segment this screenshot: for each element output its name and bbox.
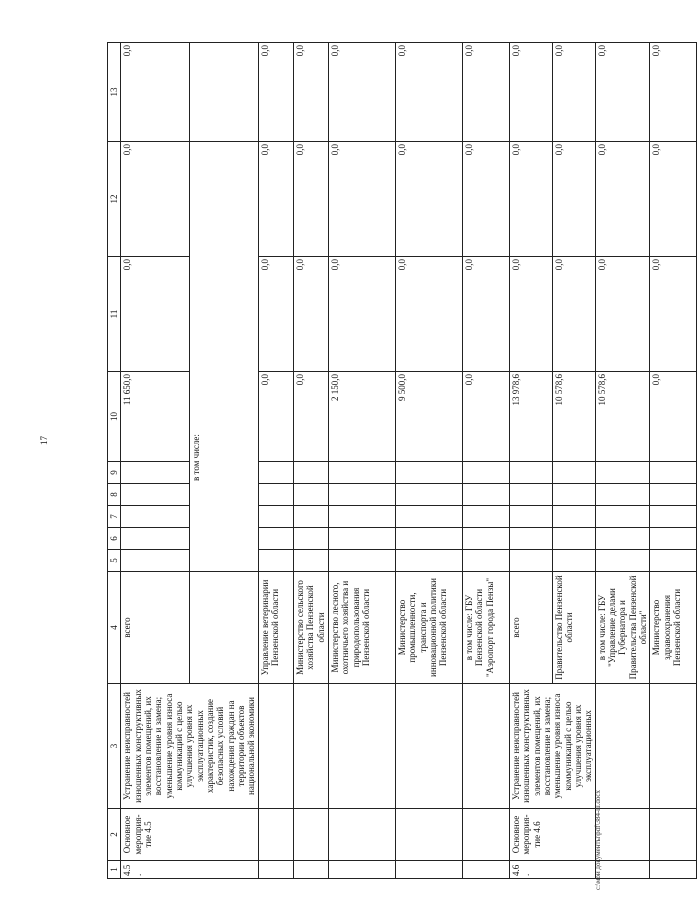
value-cell: 13 978,6 [509, 372, 552, 462]
executor-name: в том числе: ГБУ Пензенской области "Аэропорт города Пензы" [462, 572, 509, 684]
value-cell: 0,0 [650, 142, 697, 257]
value-cell: 0,0 [595, 43, 650, 142]
table-row [121, 43, 190, 879]
value-cell: 0,0 [121, 43, 190, 142]
table-row [595, 43, 650, 879]
value-cell: 0,0 [509, 257, 552, 372]
table-row [258, 43, 293, 879]
value-cell: 0,0 [650, 257, 697, 372]
column-number: 4 [108, 572, 121, 684]
executor-name: Управление ветеринарии Пензенской области [258, 572, 293, 684]
value-cell: 0,0 [328, 43, 395, 142]
value-cell: 0,0 [552, 43, 595, 142]
value-cell: 0,0 [509, 43, 552, 142]
event-name: Основное мероприя-тие 4.5 [121, 809, 258, 861]
executor-name: Министерство сельского хозяйства Пензенской области [293, 572, 328, 684]
value-cell: 0,0 [121, 257, 190, 372]
value-cell: 0,0 [258, 372, 293, 462]
event-description: Устранение неисправностей изношенных конструктивных элементов помещений, их восстановление и замена; уменьшение уровня износа коммуникаций с целью улучшения уровня их эксплуатационных характеристик, создание безопасных условий нахождения граждан на территории объектов национальной экономики [121, 684, 258, 809]
event-description: Устранение неисправностей изношенных конструктивных элементов помещений, их восстановление и замена; уменьшение уровня износа коммуникаций с целью улучшения уровня их эксплуатационных [509, 684, 595, 809]
value-cell: 0,0 [293, 257, 328, 372]
file-path-footer: c:\мои документы\pdf\384-ш.docx [594, 789, 602, 890]
value-cell: 0,0 [258, 257, 293, 372]
table-row [509, 43, 552, 879]
executor-name: Правительство Пензенской области [552, 572, 595, 684]
value-cell: 0,0 [552, 257, 595, 372]
value-cell: 0,0 [595, 257, 650, 372]
value-cell: 0,0 [258, 43, 293, 142]
executor-name: Министерство здравоохранения Пензенской области [650, 572, 697, 684]
executor-total: всего [121, 572, 190, 684]
section-number: 4.5. [121, 861, 258, 879]
value-cell: 0,0 [650, 43, 697, 142]
value-cell: 0,0 [395, 43, 462, 142]
value-cell: 0,0 [258, 142, 293, 257]
value-cell: 10 578,6 [552, 372, 595, 462]
table-row [293, 43, 328, 879]
value-cell: 0,0 [328, 142, 395, 257]
column-number: 5 [108, 550, 121, 572]
including-label-text: в том числе: [191, 434, 202, 481]
executor-total: всего [509, 572, 552, 684]
column-number-row [108, 43, 121, 879]
table-row [395, 43, 462, 879]
table-row [650, 43, 697, 879]
section-number: 4.6. [509, 861, 595, 879]
column-number: 1 [108, 861, 121, 879]
value-cell: 11 650,0 [121, 372, 190, 462]
executor-name: Министерство лесного, охотничьего хозяйства и природопользования Пензенской области [328, 572, 395, 684]
including-label [190, 142, 259, 572]
value-cell: 0,0 [121, 142, 190, 257]
page-number: 17 [39, 436, 49, 445]
column-number: 11 [108, 257, 121, 372]
value-cell: 0,0 [293, 372, 328, 462]
value-cell: 0,0 [395, 257, 462, 372]
value-cell: 0,0 [293, 142, 328, 257]
event-name: Основное мероприя-тие 4.6 [509, 809, 595, 861]
value-cell: 0,0 [462, 43, 509, 142]
program-table [107, 42, 697, 879]
value-cell: 10 578,6 [595, 372, 650, 462]
column-number: 10 [108, 372, 121, 462]
column-number: 3 [108, 684, 121, 809]
value-cell: 0,0 [328, 257, 395, 372]
column-number: 9 [108, 462, 121, 484]
value-cell: 9 500,0 [395, 372, 462, 462]
value-cell: 0,0 [293, 43, 328, 142]
value-cell: 0,0 [552, 142, 595, 257]
table-row [328, 43, 395, 879]
column-number: 12 [108, 142, 121, 257]
value-cell: 0,0 [650, 372, 697, 462]
column-number: 2 [108, 809, 121, 861]
column-number: 7 [108, 506, 121, 528]
executor-name: Министерство промышленности, транспорта и инновационной политики Пензенской области [395, 572, 462, 684]
value-cell: 0,0 [395, 142, 462, 257]
table-row [462, 43, 509, 879]
rotated-table-container [107, 43, 682, 879]
column-number: 13 [108, 43, 121, 142]
value-cell: 0,0 [595, 142, 650, 257]
value-cell: 0,0 [509, 142, 552, 257]
column-number: 8 [108, 484, 121, 506]
value-cell: 0,0 [462, 372, 509, 462]
column-number: 6 [108, 528, 121, 550]
value-cell: 0,0 [462, 142, 509, 257]
value-cell: 0,0 [462, 257, 509, 372]
value-cell: 2 150,0 [328, 372, 395, 462]
executor-name: в том числе: ГБУ "Управление делами Губернатора и Правительства Пензенской области" [595, 572, 650, 684]
